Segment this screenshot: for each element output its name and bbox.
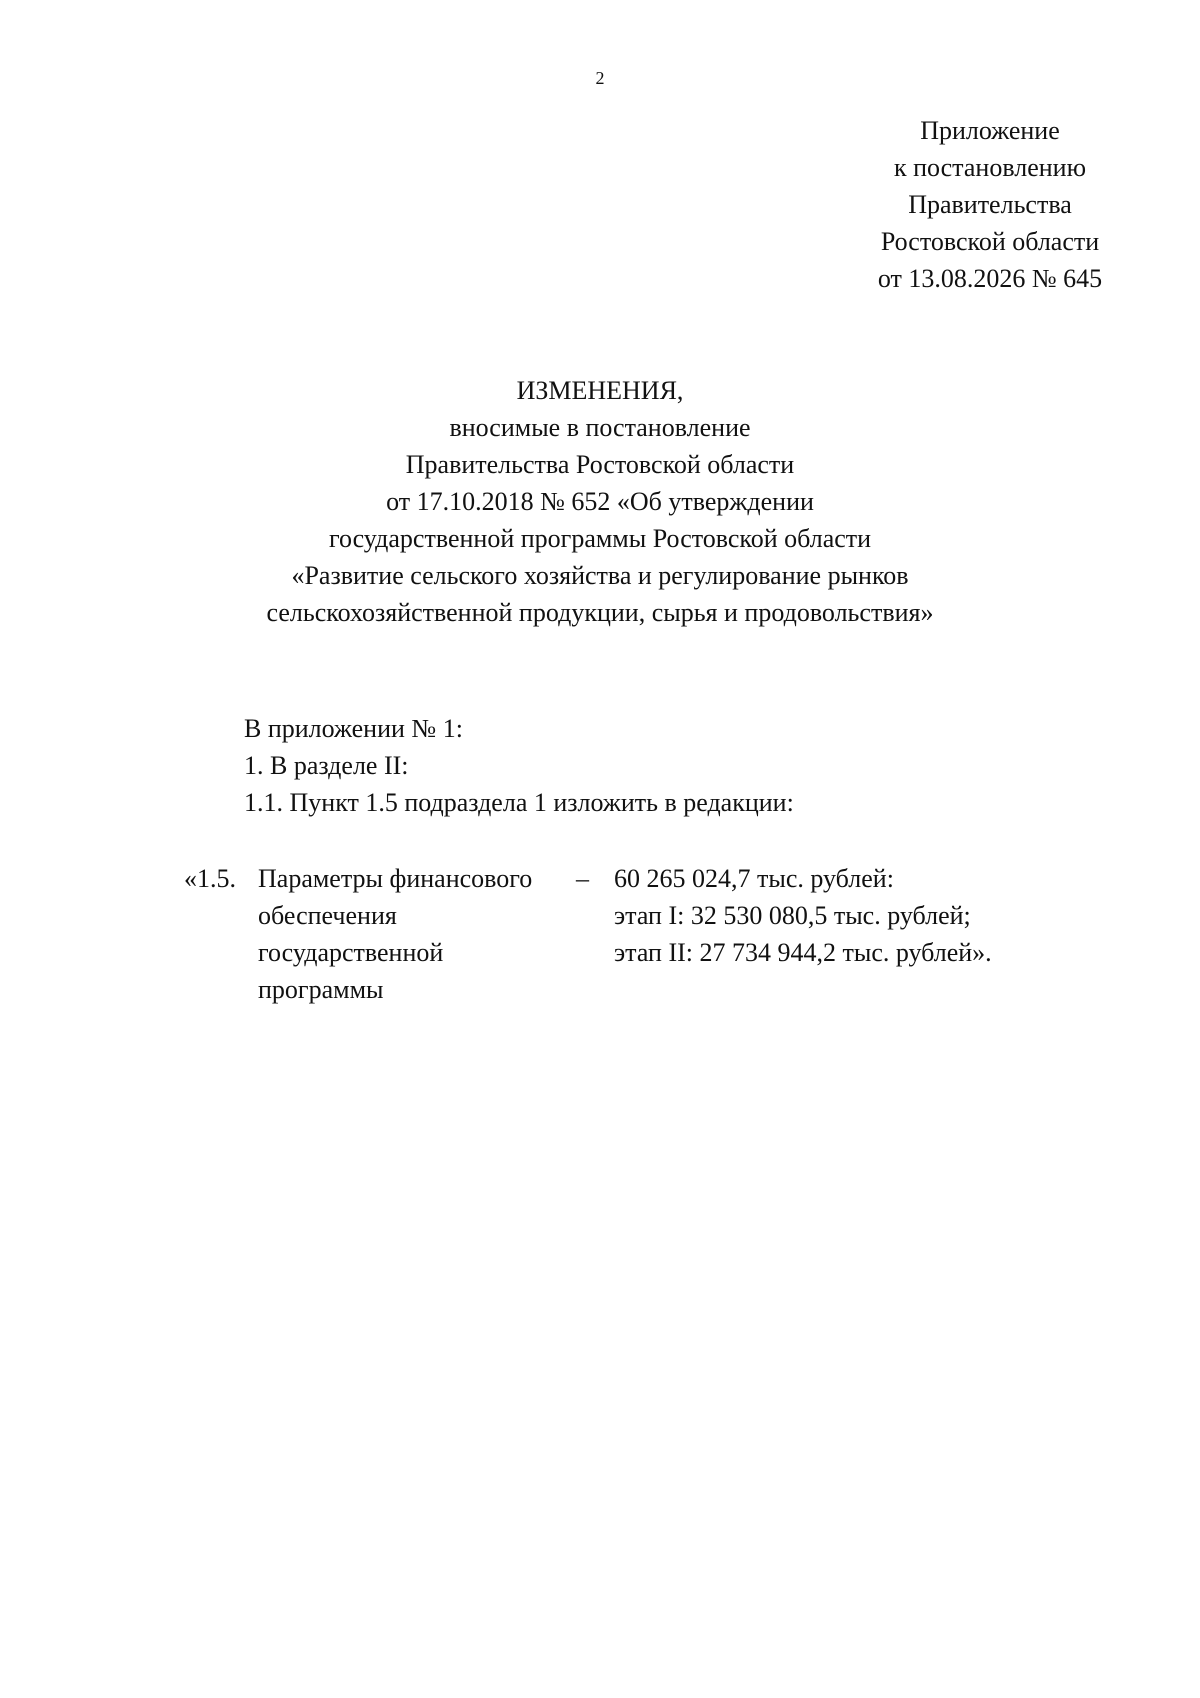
- parameter-total: 60 265 024,7 тыс. рублей:: [614, 864, 894, 893]
- title-line: сельскохозяйственной продукции, сырья и продовольствия»: [266, 598, 934, 627]
- appendix-line: к постановлению: [893, 153, 1087, 182]
- appendix-date-number: от 13.08.2026 № 645: [877, 264, 1103, 293]
- document-title: [100, 372, 1100, 631]
- parameter-number: «1.5.: [184, 864, 236, 893]
- title-line: «Развитие сельского хозяйства и регулирование рынков: [291, 561, 909, 590]
- body-line: В приложении № 1:: [244, 714, 463, 743]
- body-line: 1.1. Пункт 1.5 подраздела 1 изложить в редакции:: [244, 788, 794, 817]
- parameter-label-line: государственной: [258, 938, 444, 967]
- appendix-line: Приложение: [920, 116, 1060, 145]
- title-line: Правительства Ростовской области: [405, 450, 795, 479]
- title-line: государственной программы Ростовской области: [328, 524, 872, 553]
- body-line: 1. В разделе II:: [244, 751, 409, 780]
- parameter-label-line: программы: [258, 975, 384, 1004]
- parameter-label-line: обеспечения: [258, 901, 397, 930]
- parameter-label: [258, 860, 578, 1008]
- parameter-stage-2: этап II: 27 734 944,2 тыс. рублей».: [614, 938, 992, 967]
- title-line: вносимые в постановление: [449, 413, 751, 442]
- parameter-stage-1: этап I: 32 530 080,5 тыс. рублей;: [614, 901, 971, 930]
- parameter-values: [614, 860, 1174, 971]
- page-number: 2: [595, 68, 605, 88]
- title-heading: ИЗМЕНЕНИЯ,: [516, 376, 684, 405]
- appendix-line: Ростовской области: [880, 227, 1100, 256]
- title-line: от 17.10.2018 № 652 «Об утверждении: [386, 487, 814, 516]
- parameter-label-line: Параметры финансового: [258, 864, 533, 893]
- appendix-line: Правительства: [908, 190, 1072, 219]
- parameter-dash: –: [576, 864, 589, 893]
- document-body: [244, 710, 1144, 821]
- appendix-header: [800, 112, 1180, 297]
